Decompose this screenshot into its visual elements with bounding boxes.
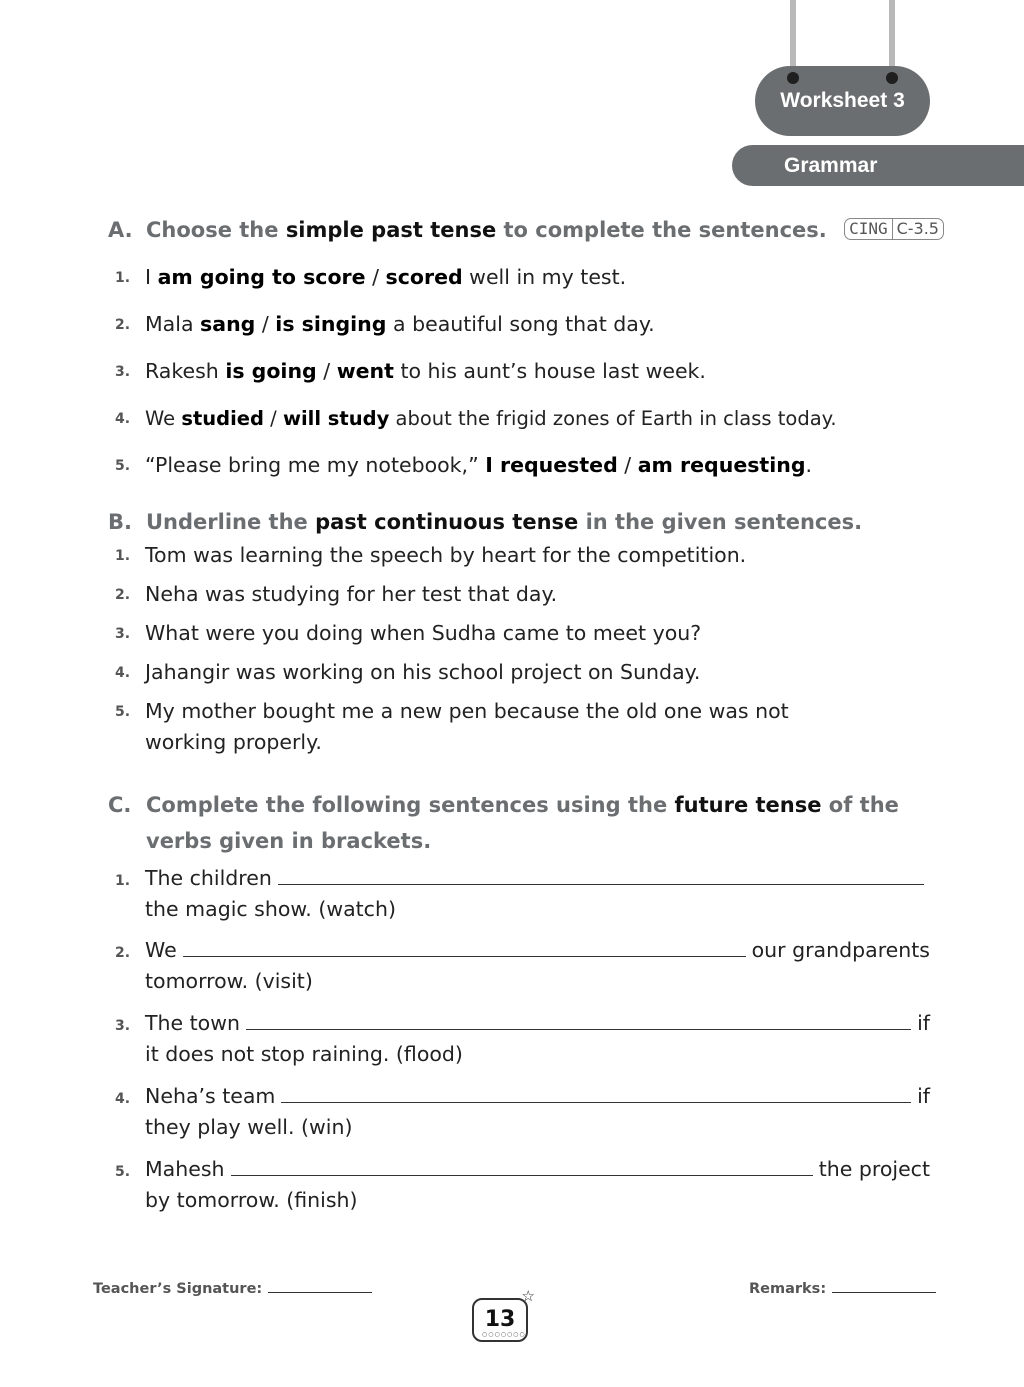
section-c-heading-line2: verbs given in brackets. [146,829,432,853]
list-item [115,579,557,611]
item-text: The town [145,1011,240,1035]
tag-hole-right [886,72,898,84]
item-text: We [145,938,177,962]
tag-hole-left [787,72,799,84]
item-text: Rakesh [145,359,226,383]
item-number: 1. [115,270,131,286]
item-continuation: working properly. [145,730,322,754]
fill-blank-row [115,1081,930,1115]
item-text: The children [145,866,272,890]
fill-blank-row [115,1008,930,1042]
answer-blank[interactable] [281,1082,911,1103]
choice-option: is going [225,359,317,383]
code-part: CING [845,219,893,239]
item-number: 2. [115,945,131,961]
section-letter: C. [108,793,132,817]
choice-option: scored [385,265,463,289]
answer-blank[interactable] [246,1009,911,1030]
fill-blank-row [115,935,930,969]
item-text: / [617,453,638,477]
fill-blank-row [115,1154,930,1188]
item-number: 1. [115,873,131,889]
answer-blank[interactable] [231,1155,813,1176]
answer-blank[interactable] [278,864,924,885]
heading-keyword: future tense [674,793,822,817]
item-continuation: they play well. (win) [145,1115,353,1139]
section-letter: A. [108,218,133,242]
star-icon: ☆ [521,1287,535,1305]
item-text: Mala [145,312,201,336]
choice-option: went [336,359,394,383]
heading-keyword: simple past tense [285,218,497,242]
remarks-label: Remarks: [749,1281,827,1297]
heading-text: Underline the [146,510,316,534]
list-item [115,403,837,435]
choice-option: studied [181,407,264,430]
item-number: 3. [115,364,131,380]
item-text: well in my test. [462,265,627,289]
choice-option: sang [200,312,256,336]
item-text: Tom was learning the speech by heart for the competition. [145,543,747,567]
list-item [115,450,812,482]
item-text: Mahesh [145,1157,225,1181]
tag-strap-left [790,0,796,76]
item-number: 4. [115,411,131,427]
heading-text: in the given sentences. [578,510,863,534]
page-number-badge [472,1287,535,1342]
item-text: . [805,453,813,477]
item-text: I [145,265,158,289]
list-item [115,696,789,728]
curriculum-code-badge [844,218,944,240]
item-text: Neha was studying for her test that day. [145,582,558,606]
choice-option: am going to score [157,265,366,289]
item-text: / [255,312,276,336]
fill-blank-row [115,863,930,897]
section-a-heading [108,212,944,248]
item-text: the project [818,1157,930,1181]
list-item [115,356,706,388]
remarks [749,1280,936,1297]
answer-blank[interactable] [183,936,746,957]
item-text: / [263,407,283,430]
item-number: 3. [115,1018,131,1034]
item-continuation: the magic show. (watch) [145,897,396,921]
subject-tab: Grammar [732,145,1024,186]
item-text: We [145,407,182,430]
list-item [115,262,626,294]
section-c-heading [108,787,899,823]
item-text: if [917,1084,930,1108]
section-b-heading [108,504,862,540]
item-number: 2. [115,317,131,333]
item-number: 1. [115,548,131,564]
item-continuation: tomorrow. (visit) [145,969,313,993]
item-number: 4. [115,665,131,681]
choice-option: will study [282,407,390,430]
heading-text: Choose the [146,218,286,242]
item-text: Neha’s team [145,1084,276,1108]
heading-text: of the [821,793,899,817]
item-text: if [917,1011,930,1035]
item-number: 5. [115,704,131,720]
item-number: 5. [115,1164,131,1180]
heading-keyword: past continuous tense [315,510,579,534]
heading-text: to complete the sentences. [496,218,827,242]
item-text: our grandparents [751,938,930,962]
item-text: What were you doing when Sudha came to meet you? [145,621,702,645]
choice-option: I requested [485,453,618,477]
heading-text: Complete the following sentences using the [146,793,675,817]
list-item [115,618,701,650]
remarks-blank[interactable] [832,1280,936,1293]
signature-blank[interactable] [268,1280,372,1293]
item-text: My mother bought me a new pen because the old one was not [145,699,789,723]
worksheet-tag: Worksheet 3 [755,66,930,136]
item-text: about the frigid zones of Earth in class today. [389,407,837,430]
item-text: / [365,265,386,289]
item-text: / [316,359,337,383]
teacher-signature [93,1280,372,1297]
section-letter: B. [108,510,132,534]
item-number: 3. [115,626,131,642]
item-number: 2. [115,587,131,603]
item-continuation: by tomorrow. (finish) [145,1188,358,1212]
signature-label: Teacher’s Signature: [93,1281,263,1297]
item-number: 4. [115,1091,131,1107]
code-part: C-3.5 [896,219,939,238]
choice-option: am requesting [637,453,806,477]
item-text: a beautiful song that day. [386,312,655,336]
item-text: “Please bring me my notebook,” [145,453,486,477]
list-item [115,309,655,341]
tag-strap-right [889,0,895,76]
list-item [115,540,746,572]
page-number: 13 [484,1307,516,1332]
item-continuation: it does not stop raining. (flood) [145,1042,463,1066]
item-text: to his aunt’s house last week. [393,359,706,383]
item-text: Jahangir was working on his school project on Sunday. [145,660,701,684]
list-item [115,657,700,689]
choice-option: is singing [275,312,387,336]
bead-decoration-icon: ○○○○○○○ [482,1331,526,1338]
item-number: 5. [115,458,131,474]
